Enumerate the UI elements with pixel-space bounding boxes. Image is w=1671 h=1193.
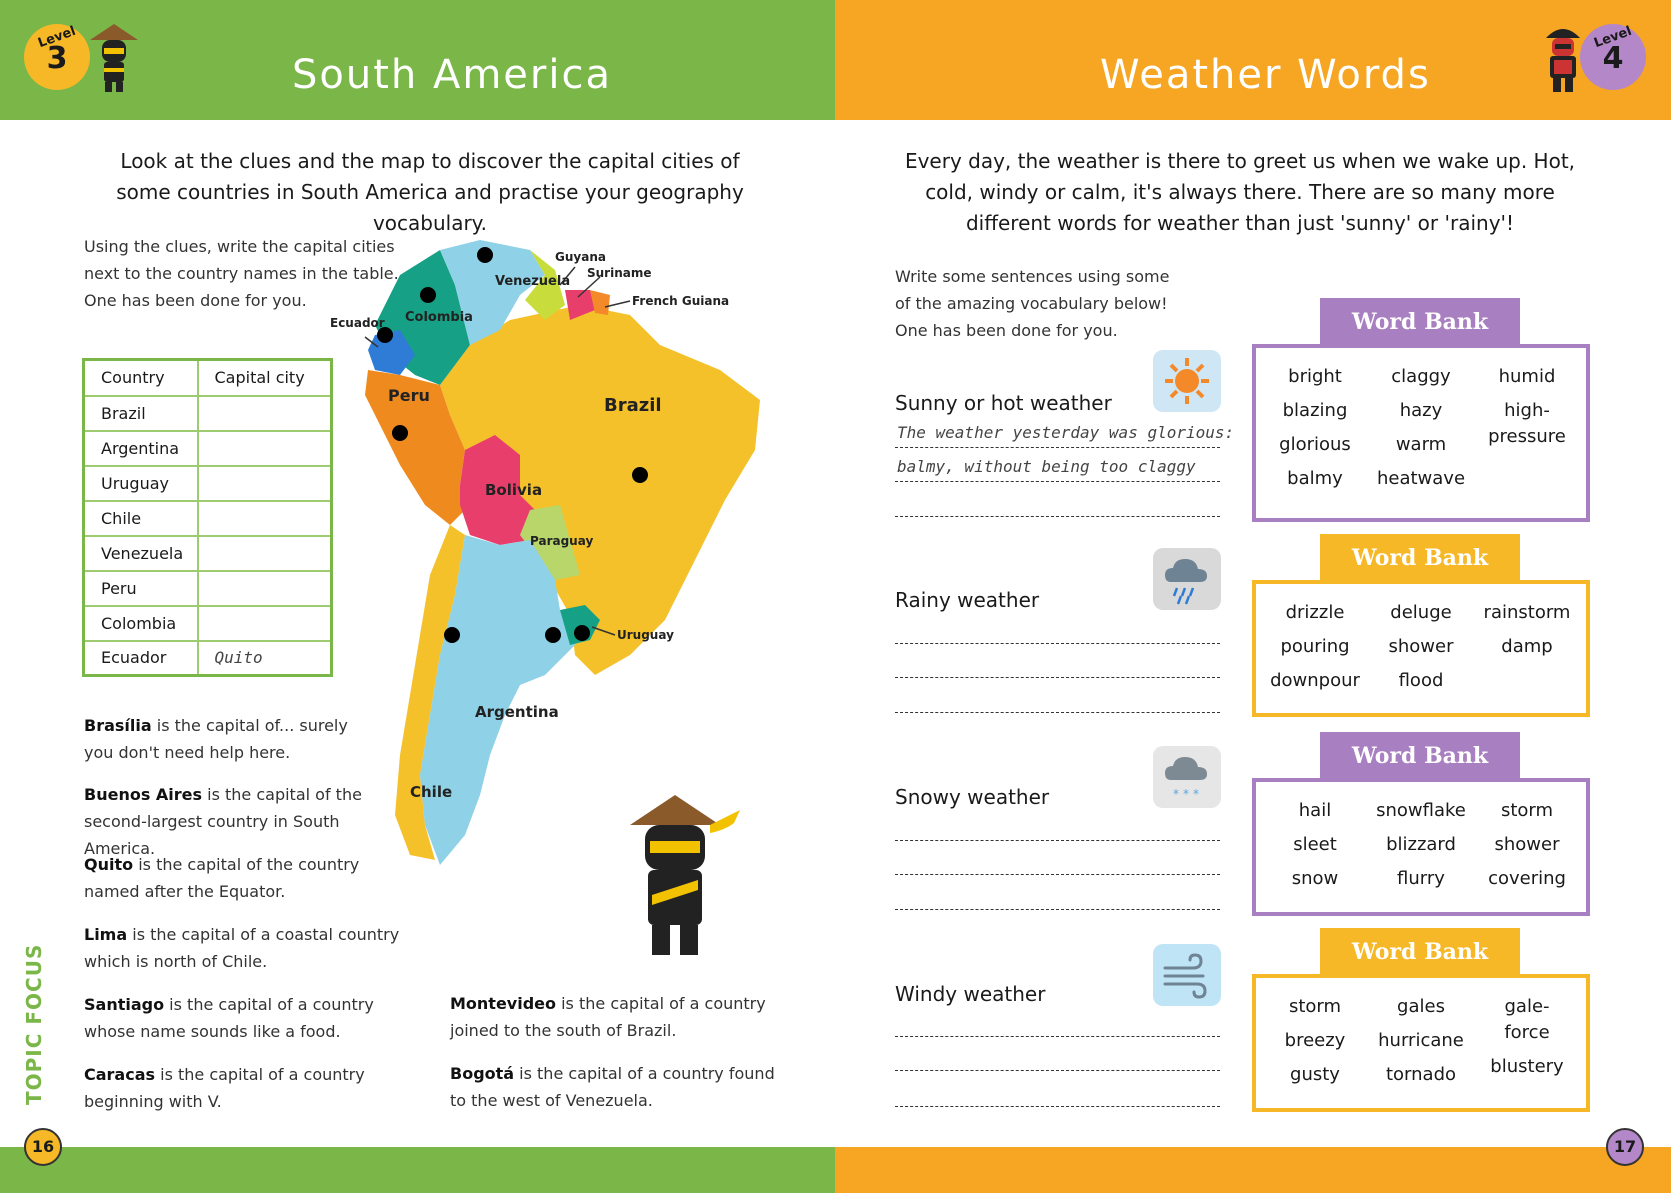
level-word: Level (1592, 23, 1634, 52)
word: claggy (1391, 366, 1451, 387)
writing-line[interactable] (895, 874, 1220, 875)
capital-answer-cell[interactable]: Quito (198, 641, 332, 676)
word: snowflake (1376, 800, 1466, 821)
rain-cloud-icon (1153, 548, 1221, 610)
word: blizzard (1386, 834, 1456, 855)
map-label-suriname: Suriname (587, 266, 652, 280)
level-number: 3 (46, 41, 68, 76)
word: flurry (1397, 868, 1445, 889)
capital-table (82, 358, 333, 677)
clue-caracas (84, 1061, 384, 1115)
table-row (84, 571, 332, 606)
clue-text: is the capital of a country whose name sounds like a food. (84, 995, 374, 1041)
map-label-venezuela: Venezuela (495, 274, 571, 289)
map-label-guyana: Guyana (555, 250, 606, 264)
word: flood (1398, 670, 1444, 691)
capital-dot-buenos-aires (545, 627, 561, 643)
level-badge-right (1580, 24, 1646, 90)
country-cell: Peru (84, 571, 198, 606)
capital-answer-cell[interactable] (198, 606, 332, 641)
left-instructions: Using the clues, write the capital cities next to the country names in the table. One has been done for you. (84, 237, 399, 310)
map-label-bolivia: Bolivia (485, 481, 543, 499)
word-bank-tab: Word Bank (1320, 928, 1520, 976)
word: shower (1388, 636, 1454, 657)
writing-line[interactable] (895, 712, 1220, 713)
word-bank-tab: Word Bank (1320, 298, 1520, 346)
clue-city: Santiago (84, 995, 165, 1014)
word: gale-force (1504, 996, 1550, 1043)
country-cell: Argentina (84, 431, 198, 466)
clue-text: is the capital of a country joined to the south of Brazil. (450, 994, 766, 1040)
capital-dot-lima (392, 425, 408, 441)
page-number-left: 16 (24, 1128, 62, 1166)
word: pouring (1280, 636, 1350, 657)
left-footer-bar (0, 1147, 835, 1193)
example-sentence-line-2: balmy, without being too claggy (897, 457, 1196, 476)
right-instructions: Write some sentences using some of the amazing vocabulary below! One has been done for you. (895, 267, 1170, 340)
sun-icon (1153, 350, 1221, 412)
clue-city: Montevideo (450, 994, 557, 1013)
capital-answer-cell[interactable] (198, 466, 332, 501)
word: sleet (1293, 834, 1337, 855)
svg-text:*: * (1173, 787, 1179, 801)
map-label-brazil: Brazil (604, 395, 662, 416)
south-america-map (330, 235, 830, 975)
map-label-french-guiana: French Guiana (632, 294, 730, 308)
word: downpour (1270, 670, 1360, 691)
map-label-colombia: Colombia (405, 310, 473, 325)
writing-line[interactable] (895, 1070, 1220, 1071)
table-row (84, 606, 332, 641)
topic-focus-label: TOPIC FOCUS (22, 943, 46, 1105)
table-row (84, 396, 332, 431)
clue-text: is the capital of... surely you don't need help here. (84, 716, 348, 762)
ninja-icon (88, 22, 140, 94)
word: shower (1494, 834, 1560, 855)
map-label-peru: Peru (388, 386, 430, 405)
writing-line[interactable] (895, 1036, 1220, 1037)
word: high-pressure (1488, 400, 1566, 447)
word-bank-snowy (1252, 778, 1590, 916)
clue-santiago (84, 991, 394, 1045)
svg-text:*: * (1183, 787, 1189, 801)
word: hail (1298, 800, 1332, 821)
map-label-argentina: Argentina (475, 703, 559, 721)
clue-montevideo (450, 990, 780, 1044)
clue-city: Brasília (84, 716, 152, 735)
table-header-row (84, 360, 332, 396)
capital-answer-cell[interactable] (198, 501, 332, 536)
clue-bogota (450, 1060, 780, 1114)
country-cell: Ecuador (84, 641, 198, 676)
clue-text: is the capital of the second-largest country in South America. (84, 785, 362, 858)
writing-line[interactable] (895, 677, 1220, 678)
word: blazing (1282, 400, 1348, 421)
word-bank-tab: Word Bank (1320, 534, 1520, 582)
writing-line[interactable] (895, 1106, 1220, 1107)
word: balmy (1287, 468, 1343, 489)
level-word: Level (36, 23, 78, 52)
table-row (84, 536, 332, 571)
right-footer-bar (835, 1147, 1671, 1193)
table-row (84, 466, 332, 501)
page-number-right: 17 (1606, 1128, 1644, 1166)
section-label-snowy: Snowy weather (895, 785, 1050, 809)
capital-dot-bogota (420, 287, 436, 303)
table-row (84, 641, 332, 676)
word-bank-rainy (1252, 580, 1590, 717)
writing-line[interactable] (895, 447, 1220, 448)
clue-text: is the capital of a country beginning with V. (84, 1065, 365, 1111)
table-row (84, 501, 332, 536)
word: tornado (1385, 1064, 1457, 1085)
word: glorious (1279, 434, 1351, 455)
country-cell: Chile (84, 501, 198, 536)
table-row (84, 431, 332, 466)
capital-dot-caracas (477, 247, 493, 263)
right-intro: Every day, the weather is there to greet us when we wake up. Hot, cold, windy or calm, it's always there. There are so many more different words for weather than just 'sunny' or 'rainy'! (904, 149, 1576, 235)
clue-city: Lima (84, 925, 128, 944)
writing-line[interactable] (895, 516, 1220, 517)
section-label-windy: Windy weather (895, 982, 1046, 1006)
clue-text: is the capital of a coastal country which is north of Chile. (84, 925, 400, 971)
capital-dot-montevideo (574, 625, 590, 641)
word: gusty (1290, 1064, 1340, 1085)
country-cell: Brazil (84, 396, 198, 431)
map-label-ecuador: Ecuador (330, 316, 385, 330)
svg-text:*: * (1193, 787, 1199, 801)
word: humid (1498, 366, 1556, 387)
word: storm (1288, 996, 1342, 1017)
col-header-capital: Capital city (198, 360, 332, 396)
capital-answer-cell[interactable] (198, 396, 332, 431)
section-label-rainy: Rainy weather (895, 588, 1040, 612)
word: gales (1397, 996, 1445, 1017)
writing-line[interactable] (895, 909, 1220, 910)
writing-line[interactable] (895, 840, 1220, 841)
ninja-character (630, 795, 740, 955)
clue-text: is the capital of a country found to the west of Venezuela. (450, 1064, 775, 1110)
capital-answer-cell[interactable] (198, 536, 332, 571)
word: snow (1291, 868, 1339, 889)
writing-line[interactable] (895, 643, 1220, 644)
word: hurricane (1378, 1030, 1464, 1051)
clue-city: Caracas (84, 1065, 156, 1084)
level-number: 4 (1602, 41, 1624, 76)
clue-city: Quito (84, 855, 134, 874)
word: storm (1500, 800, 1554, 821)
example-sentence-line-1: The weather yesterday was glorious: (897, 423, 1235, 442)
level-badge-left (24, 24, 90, 90)
clue-city: Bogotá (450, 1064, 515, 1083)
word: covering (1488, 868, 1566, 889)
word: blustery (1490, 1056, 1564, 1077)
left-intro: Look at the clues and the map to discover the capital cities of some countries in South America and practise your geography vocabulary. (116, 149, 744, 235)
map-label-chile: Chile (410, 783, 453, 801)
word-bank-windy (1252, 974, 1590, 1112)
wind-icon (1153, 944, 1221, 1006)
clue-city: Buenos Aires (84, 785, 203, 804)
capital-answer-cell[interactable] (198, 571, 332, 606)
map-label-paraguay: Paraguay (530, 534, 594, 548)
page-title-left: South America (292, 52, 612, 98)
word: damp (1501, 636, 1553, 657)
capital-dot-santiago (444, 627, 460, 643)
country-cell: Venezuela (84, 536, 198, 571)
word: deluge (1390, 602, 1452, 623)
clue-text: is the capital of the country named after the Equator. (84, 855, 360, 901)
section-label-sunny: Sunny or hot weather (895, 391, 1112, 415)
word: drizzle (1285, 602, 1345, 623)
word: heatwave (1376, 468, 1466, 489)
word: warm (1395, 434, 1447, 455)
word: rainstorm (1483, 602, 1571, 623)
writing-line[interactable] (895, 481, 1220, 482)
col-header-country: Country (84, 360, 198, 396)
word-bank-sunny (1252, 344, 1590, 522)
word-bank-tab: Word Bank (1320, 732, 1520, 780)
capital-answer-cell[interactable] (198, 431, 332, 466)
map-label-uruguay: Uruguay (617, 628, 674, 642)
country-cell: Colombia (84, 606, 198, 641)
country-cell: Uruguay (84, 466, 198, 501)
word: bright (1288, 366, 1342, 387)
page-title-right: Weather Words (1100, 52, 1431, 98)
snow-cloud-icon (1153, 746, 1221, 808)
word: hazy (1399, 400, 1443, 421)
word: breezy (1284, 1030, 1346, 1051)
capital-dot-brasilia (632, 467, 648, 483)
